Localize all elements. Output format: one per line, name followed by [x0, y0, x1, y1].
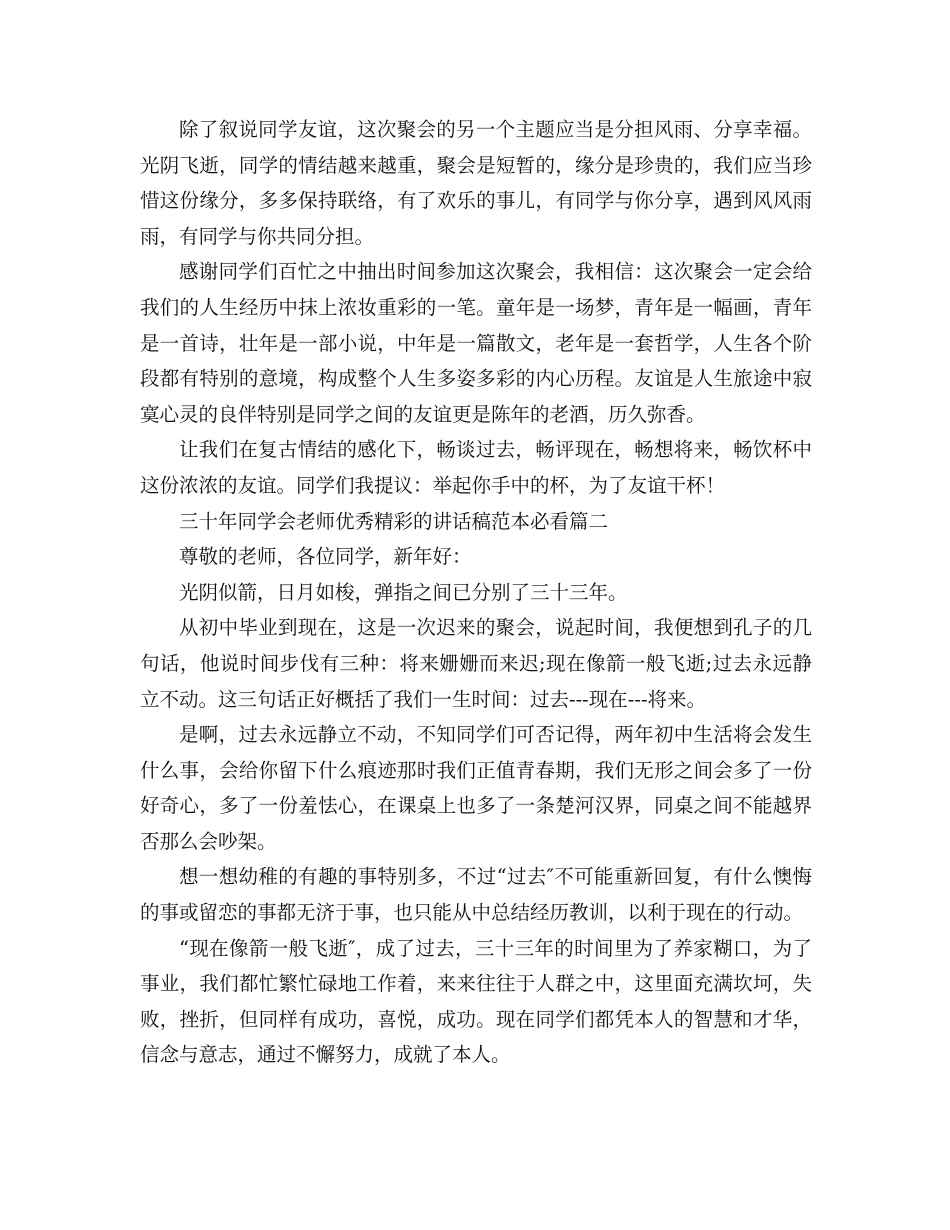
paragraph-3: 让我们在复古情结的感化下，畅谈过去，畅评现在，畅想将来，畅饮杯中这份浓浓的友谊。同学们我提议：举起你手中的杯，为了友谊干杯！ — [140, 438, 812, 497]
paragraph-8: 是啊，过去永远静立不动，不知同学们可否记得，两年初中生活将会发生什么事，会给你留下什么痕迹那时我们正值青春期，我们无形之间会多了一份好奇心，多了一份羞怯心，在课桌上也多了一条楚河汉界，同桌之间不能越界否那么会吵架。 — [140, 723, 812, 853]
salutation: 尊敬的老师，各位同学，新年好： — [179, 545, 472, 569]
paragraph-1: 除了叙说同学友谊，这次聚会的另一个主题应当是分担风雨、分享幸福。光阴飞逝，同学的情结越来越重，聚会是短暂的，缘分是珍贵的，我们应当珍惜这份缘分，多多保持联络，有了欢乐的事儿，有同学与你分享，遇到风风雨雨，有同学与你共同分担。 — [140, 118, 812, 248]
paragraph-9: 想一想幼稚的有趣的事特别多，不过“过去″不可能重新回复，有什么懊悔的事或留恋的事都无济于事，也只能从中总结经历教训，以利于现在的行动。 — [140, 865, 812, 925]
section-heading: 三十年同学会老师优秀精彩的讲话稿范本必看篇二 — [179, 509, 609, 533]
paragraph-6: 光阴似箭，日月如梭，弹指之间已分别了三十三年。 — [179, 580, 628, 604]
paragraph-10: “现在像箭一般飞逝″，成了过去，三十三年的时间里为了养家糊口，为了事业，我们都忙繁忙碌地工作着，来来往往于人群之中，这里面充满坎坷，失败，挫折，但同样有成功，喜悦，成功。现在同学们都凭本人的智慧和才华，信念与意志，通过不懈努力，成就了本人。 — [140, 936, 812, 1067]
paragraph-7: 从初中毕业到现在，这是一次迟来的聚会，说起时间，我便想到孔子的几句话，他说时间步伐有三种：将来姗姗而来迟;现在像箭一般飞逝;过去永远静立不动。这三句话正好概括了我们一生时间：过去---现在---将来。 — [140, 616, 812, 711]
paragraph-2: 感谢同学们百忙之中抽出时间参加这次聚会，我相信：这次聚会一定会给我们的人生经历中抹上浓妆重彩的一笔。童年是一场梦，青年是一幅画，青年是一首诗，壮年是一部小说，中年是一篇散文，老年是一套哲学，人生各个阶段都有特别的意境，构成整个人生多姿多彩的内心历程。友谊是人生旅途中寂寞心灵的良伴特别是同学之间的友谊更是陈年的老酒，历久弥香。 — [140, 260, 812, 426]
document-page — [140, 112, 812, 1073]
